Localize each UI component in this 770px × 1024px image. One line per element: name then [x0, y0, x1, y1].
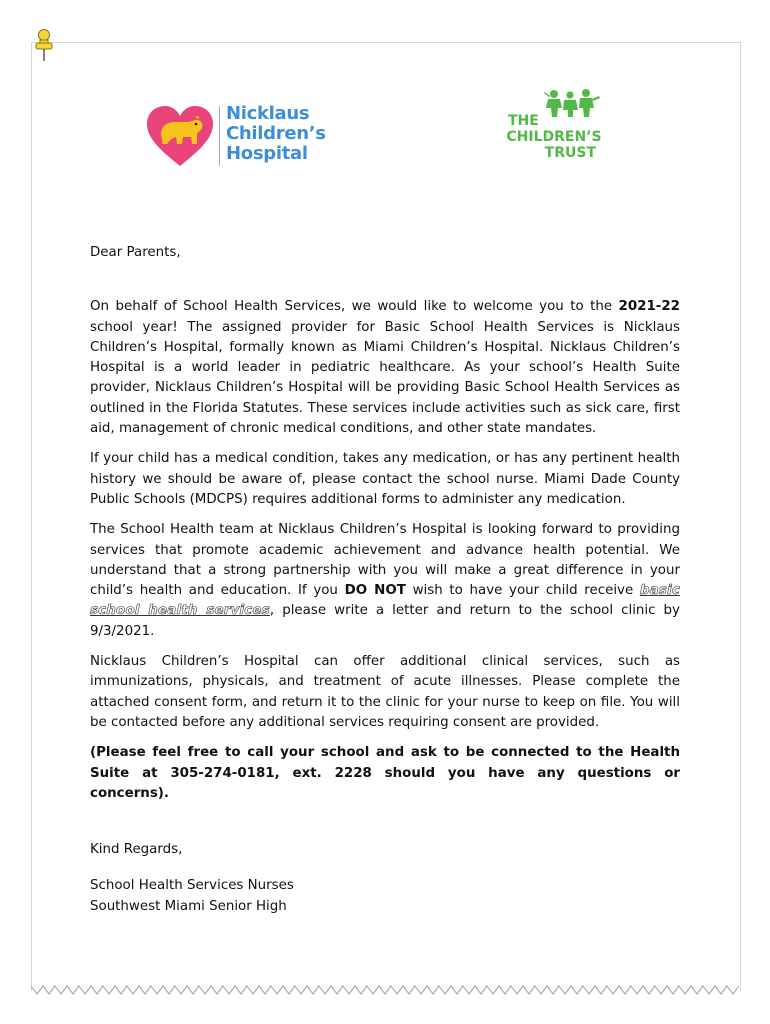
logo-divider	[219, 106, 220, 166]
opt-out-text-3: , please write a letter and return to the school clinic by 9/3/2021.	[90, 603, 680, 639]
nicklaus-word: Nicklaus	[226, 103, 310, 124]
torn-page-edge	[31, 982, 741, 998]
heart-bear-icon	[145, 104, 215, 170]
nicklaus-childrens-hospital-logo	[145, 104, 345, 170]
paragraph-additional-services: Nicklaus Children’s Hospital can offer additional clinical services, such as immunizations, physicals, and treatment of acute illnesses. Please complete the attached consent form, and return it to the clinic for your nurse to keep on file. You will be contacted before any additional services requiring consent are provided.	[90, 654, 680, 730]
welcome-text-1: On behalf of School Health Services, we would like to welcome you to the	[90, 299, 619, 315]
childrens-word: CHILDREN’S	[506, 129, 602, 145]
school-year: 2021-22	[618, 299, 680, 315]
opt-out-text-2: wish to have your child receive	[405, 583, 640, 599]
childrens-trust-logo	[500, 88, 610, 160]
the-word: THE	[508, 113, 539, 129]
paragraph-contact: (Please feel free to call your school and ask to be connected to the Health Suite at 305-274-0181, ext. 2228 should you have any questions or concerns).	[90, 745, 680, 801]
paragraph-opt-out	[90, 520, 680, 642]
greeting: Dear Parents,	[90, 245, 181, 260]
basic-services-emphasis: basic school health services	[90, 583, 681, 619]
childrens-trust-wordmark	[502, 113, 606, 161]
paragraph-welcome	[90, 297, 680, 439]
childrens-word: Children’s	[226, 123, 326, 144]
nicklaus-wordmark	[226, 104, 326, 164]
welcome-text-2: school year! The assigned provider for Basic School Health Services is Nicklaus Children’s Hospital, formally known as Miami Children’s Hospital. Nicklaus Children’s Hospital is a world leader in pediatric healthcare. As your school’s Health Suite provider, Nicklaus Children’s Hospital will be providing Basic School Health Services as outlined in the Florida Statutes. These services include activities such as sick care, first aid, management of chronic medical conditions, and other state mandates.	[90, 319, 680, 437]
paragraph-medical-condition: If your child has a medical condition, takes any medication, or has any pertinent health history we should be aware of, please contact the school nurse. Miami Dade County Public Schools (MDCPS) requires additional forms to administer any medication.	[90, 451, 680, 507]
letter-body	[90, 243, 680, 917]
hospital-word: Hospital	[226, 143, 308, 164]
signature-block	[90, 876, 680, 917]
do-not-emphasis: DO NOT	[344, 583, 406, 599]
opt-out-text-1: The School Health team at Nicklaus Children’s Hospital is looking forward to providing services that promote academic achievement and advance health potential. We understand that a strong partnership with you will make a great difference in your child’s health and education. If you	[90, 522, 680, 599]
signature-line-1: School Health Services Nurses	[90, 878, 294, 894]
pushpin-icon[interactable]	[30, 28, 58, 64]
closing: Kind Regards,	[90, 842, 183, 858]
trust-word: TRUST	[544, 145, 596, 161]
signature-line-2: Southwest Miami Senior High	[90, 898, 287, 914]
